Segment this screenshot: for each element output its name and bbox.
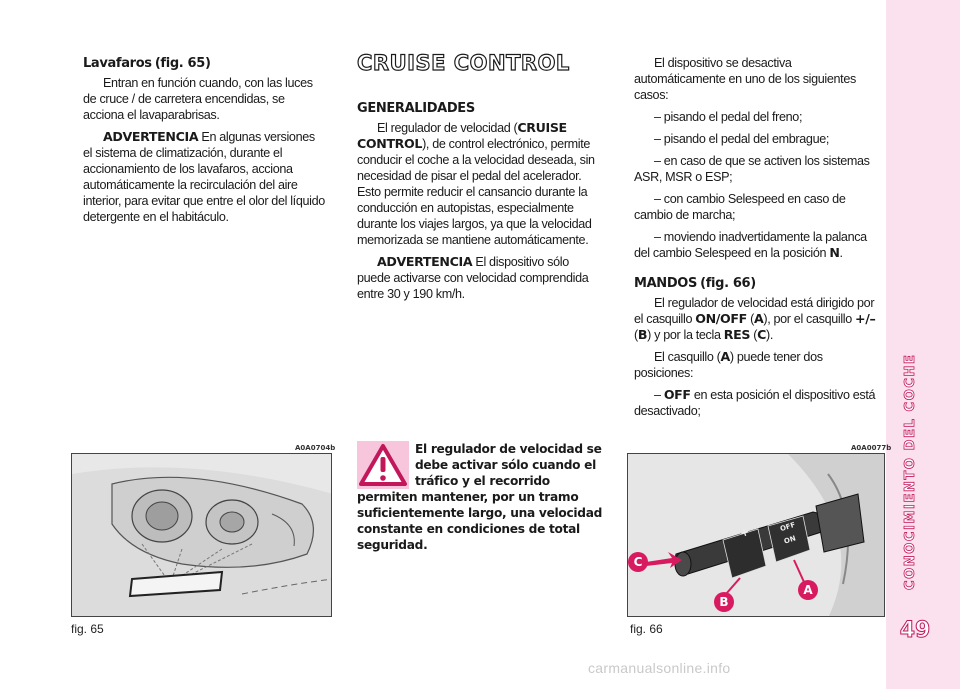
headlamp-illustration	[72, 454, 332, 617]
column-3	[634, 55, 880, 425]
list-item: – con cambio Selespeed en caso de cambio de marcha;	[634, 192, 846, 222]
casquillo-paragraph: El casquillo (A) puede tener dos posiciones:	[634, 349, 823, 380]
off-paragraph: – OFF en esta posición el dispositivo está desactivado;	[634, 387, 876, 418]
generalidades-text-a: El regulador de velocidad (	[377, 121, 518, 135]
callout-b: B	[714, 592, 734, 612]
advertencia-label-2: ADVERTENCIA	[377, 254, 473, 269]
warning-text-rest: permiten mantener, por un tramo suficientemente largo, una velocidad constante en condiciones de total seguridad.	[357, 490, 603, 552]
lavafaros-advertencia-text: En algunas versiones el sistema de climatización, durante el accionamiento de los lavafaros, acciona automáticamente la recirculación del aire interior, para evitar que entre el olor del líquido detergente en el habitáculo.	[83, 130, 325, 224]
lavafaros-heading-ref: (fig. 65)	[154, 56, 211, 71]
desactivacion-intro: El dispositivo se desactiva automáticamente en uno de los siguientes casos:	[634, 56, 856, 102]
figure-code: A0A0704b	[295, 444, 336, 452]
column-2	[357, 51, 603, 308]
list-item: – pisando el pedal del freno;	[654, 110, 803, 124]
lavafaros-heading: Lavafaros	[83, 56, 152, 71]
generalidades-text-b: ), de control electrónico, permite conducir el coche a la velocidad deseada, sin necesidad de pisar el pedal del acelerador. Esto permite reducir el cansancio durante la conducción en autopistas, especialmente durante los viajes largos, ya que la velocidad memorizada se mantiene automáticamente.	[357, 137, 595, 247]
figure-code: A0A0077b	[851, 444, 892, 452]
watermark: carmanualsonline.info	[588, 660, 731, 676]
callout-a: A	[798, 580, 818, 600]
cruise-advertencia-text: El dispositivo sólo puede activarse con velocidad comprendida entre 30 y 190 km/h.	[357, 255, 589, 301]
warning-text-first: El regulador de velocidad se debe activar sólo cuando el tráfico y el recorrido	[415, 442, 602, 488]
mandos-paragraph: El regulador de velocidad está dirigido por el casquillo ON/OFF (A), por el casquillo +/– (B) y por la tecla RES (C).	[634, 296, 876, 342]
section-title: CONOCIMIENTO DEL COCHE	[902, 353, 918, 590]
safety-warning	[357, 441, 603, 553]
page-number: 49	[899, 618, 931, 643]
callout-c: C	[628, 552, 648, 572]
figure-65-caption: fig. 65	[71, 622, 104, 636]
warning-triangle-icon	[357, 441, 409, 489]
list-item: – en caso de que se activen los sistemas ASR, MSR o ESP;	[634, 154, 870, 184]
column-1	[83, 55, 325, 231]
list-item: – pisando el pedal del embrague;	[654, 132, 830, 146]
mandos-heading-ref: (fig. 66)	[700, 276, 756, 291]
switch-off-label: OFF	[779, 520, 797, 534]
mandos-heading: MANDOS	[634, 276, 697, 291]
lavafaros-paragraph: Entran en función cuando, con las luces de cruce / de carretera encendidas, se acciona el lavaparabrisas.	[83, 76, 313, 122]
figure-66-caption: fig. 66	[630, 622, 663, 636]
switch-on-label: ON	[783, 534, 797, 546]
generalidades-heading: GENERALIDADES	[357, 101, 475, 116]
advertencia-label: ADVERTENCIA	[103, 129, 199, 144]
cruise-control-bold: CRUISE CONTROL	[357, 120, 567, 151]
cruise-control-title: CRUISE CONTROL	[357, 51, 570, 75]
figure-66-cruise-lever	[627, 453, 885, 617]
list-item: – moviendo inadvertidamente la palanca del cambio Selespeed en la posición N.	[634, 230, 867, 260]
callout-lines	[628, 454, 885, 617]
figure-65-headlamp	[71, 453, 332, 617]
lever-plus-mark: +	[738, 524, 752, 541]
